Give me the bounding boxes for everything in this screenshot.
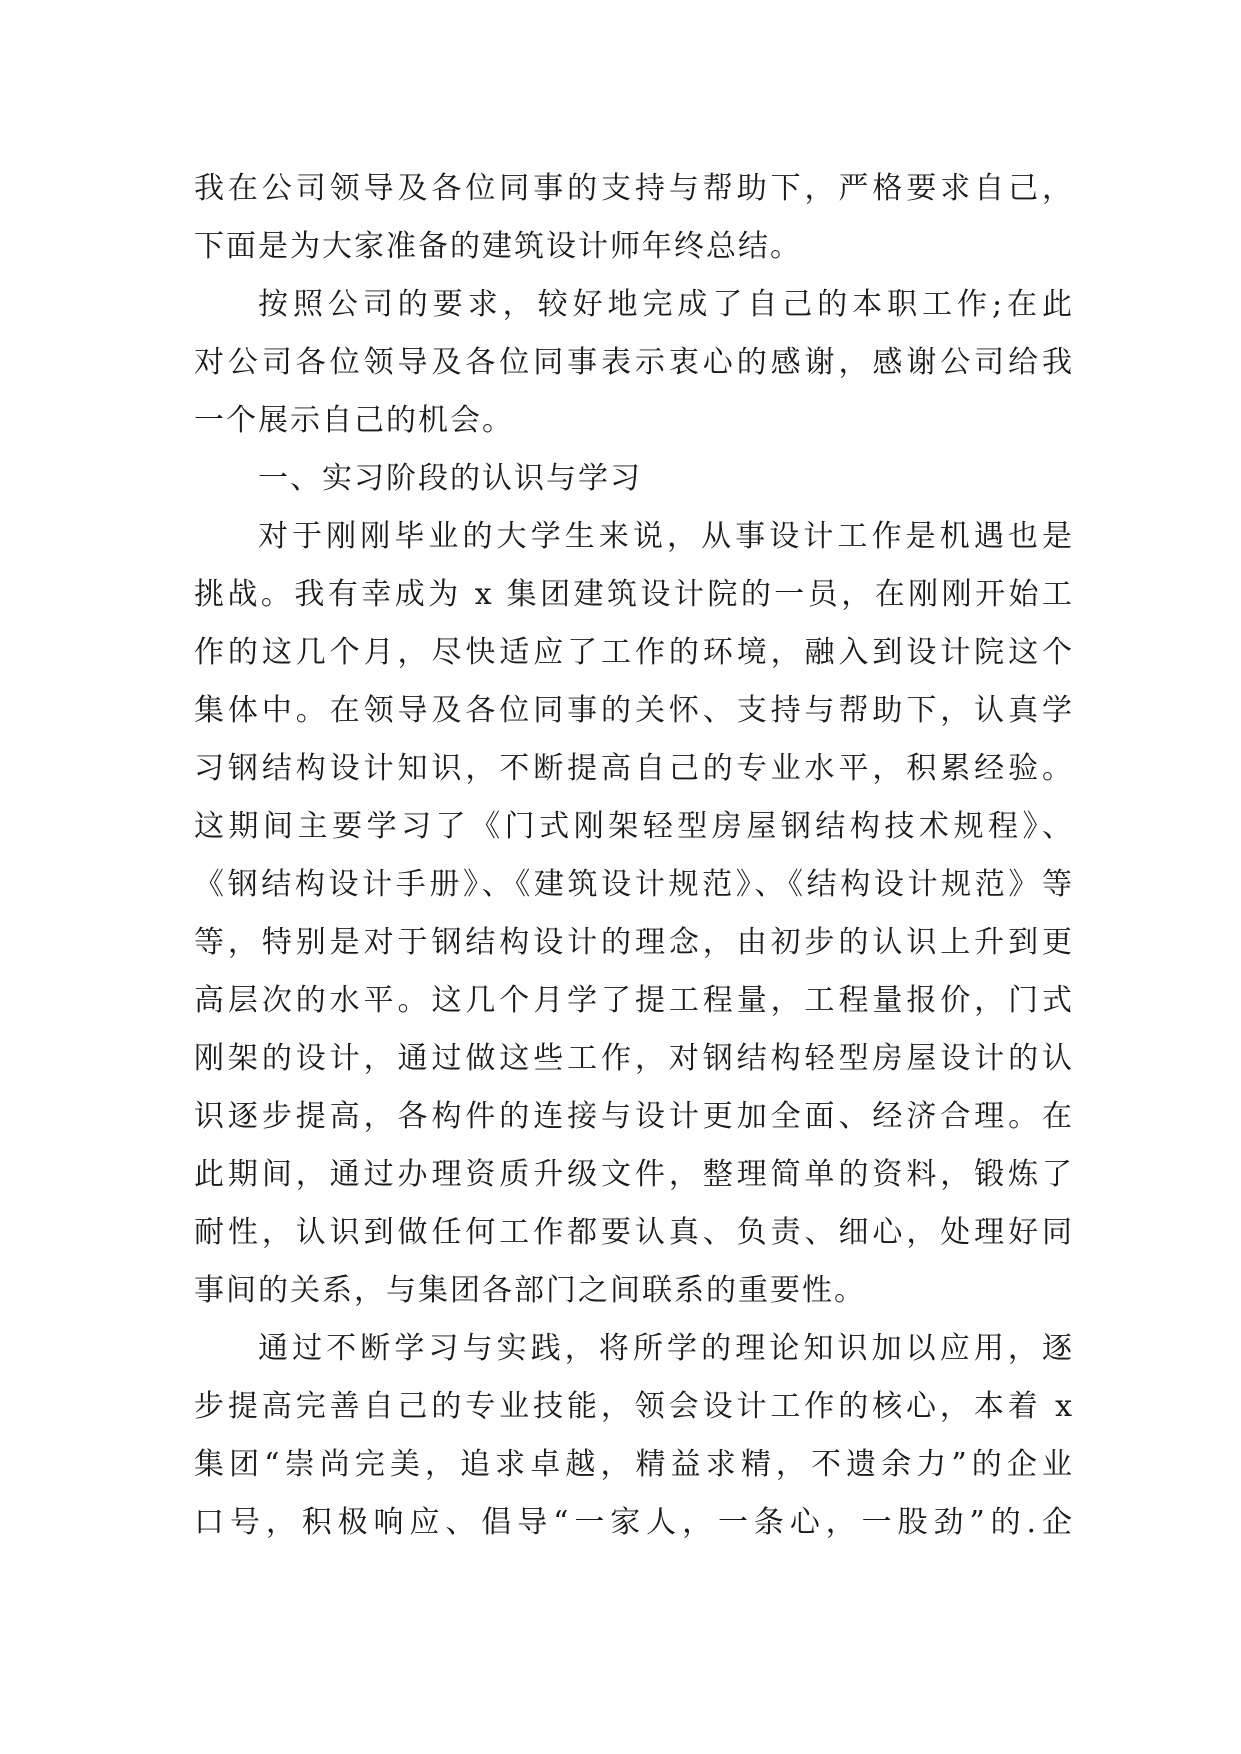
paragraph-3 — [194, 508, 1074, 1320]
text-line: 步提高完善自己的专业技能，领会设计工作的核心，本着 x — [194, 1389, 1074, 1424]
text-line: 集体中。在领导及各位同事的关怀、支持与帮助下，认真学 — [194, 693, 1074, 728]
paragraph-4 — [194, 1320, 1074, 1552]
text-line: 高层次的水平。这几个月学了提工程量，工程量报价，门式 — [194, 983, 1074, 1018]
text-line: 识逐步提高，各构件的连接与设计更加全面、经济合理。在 — [194, 1099, 1074, 1134]
text-line: 一个展示自己的机会。 — [194, 403, 514, 438]
text-line: 事间的关系，与集团各部门之间联系的重要性。 — [194, 1273, 866, 1308]
text-line: 作的这几个月，尽快适应了工作的环境，融入到设计院这个 — [194, 635, 1074, 670]
paragraph-1 — [194, 160, 1074, 276]
text-line: 《钢结构设计手册》、《建筑设计规范》、《结构设计规范》等 — [194, 867, 1074, 902]
text-line: 耐性，认识到做任何工作都要认真、负责、细心，处理好同 — [194, 1215, 1074, 1250]
text-line: 按照公司的要求，较好地完成了自己的本职工作;在此 — [258, 287, 1074, 322]
text-line: 集团“崇尚完美，追求卓越，精益求精，不遗余力”的企业 — [194, 1447, 1074, 1482]
document-body — [194, 160, 1074, 1552]
text-line: 我在公司领导及各位同事的支持与帮助下，严格要求自己， — [194, 171, 1074, 206]
text-line: 等，特别是对于钢结构设计的理念，由初步的认识上升到更 — [194, 925, 1074, 960]
paragraph-2 — [194, 276, 1074, 450]
text-line: 此期间，通过办理资质升级文件，整理简单的资料，锻炼了 — [194, 1157, 1074, 1192]
text-line: 这期间主要学习了《门式刚架轻型房屋钢结构技术规程》、 — [194, 809, 1074, 844]
text-line: 对于刚刚毕业的大学生来说，从事设计工作是机遇也是 — [258, 519, 1074, 554]
text-line: 挑战。我有幸成为 x 集团建筑设计院的一员，在刚刚开始工 — [194, 577, 1074, 612]
heading-line: 一、实习阶段的认识与学习 — [258, 461, 642, 496]
text-line: 下面是为大家准备的建筑设计师年终总结。 — [194, 229, 802, 264]
text-line: 习钢结构设计知识，不断提高自己的专业水平，积累经验。 — [194, 751, 1074, 786]
text-line: 口号，积极响应、倡导“一家人，一条心，一股劲”的.企 — [194, 1505, 1074, 1540]
text-line: 刚架的设计，通过做这些工作，对钢结构轻型房屋设计的认 — [194, 1041, 1074, 1076]
section-heading — [194, 450, 1074, 508]
text-line: 通过不断学习与实践，将所学的理论知识加以应用，逐 — [258, 1331, 1074, 1366]
text-line: 对公司各位领导及各位同事表示衷心的感谢，感谢公司给我 — [194, 345, 1074, 380]
